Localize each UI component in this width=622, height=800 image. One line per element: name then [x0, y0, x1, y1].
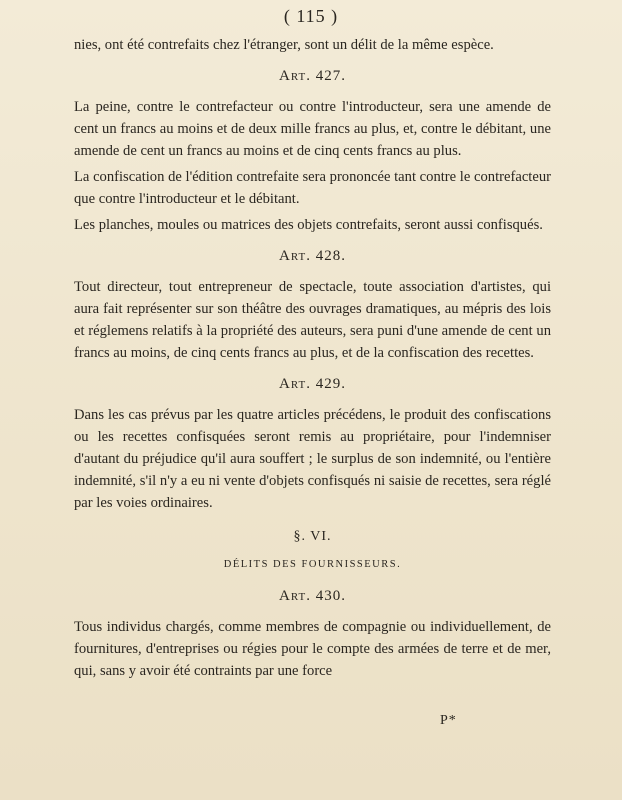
- body-text: [74, 34, 551, 682]
- article-427-paragraph-3: Les planches, moules ou matrices des objets contrefaits, seront aussi confisqués.: [74, 217, 543, 233]
- page-number: ( 115 ): [283, 6, 339, 26]
- article-427-paragraph-2: La confiscation de l'édition contrefaite sera prononcée tant contre le contrefacteur que contre l'introducteur et le débitant.: [74, 169, 551, 207]
- article-430-paragraph-1: Tous individus chargés, comme membres de compagnie ou individuellement, de fournitures, d'entreprises ou régies pour le compte des armées de terre et de mer, qui, sans y avoir été contraints par une force: [74, 619, 551, 679]
- article-430-heading: Art. 430.: [279, 588, 346, 604]
- article-428-heading: Art. 428.: [279, 248, 346, 264]
- article-429-paragraph-1: Dans les cas prévus par les quatre articles précédens, le produit des confiscations ou les recettes confisquées seront remis au propriétaire, pour l'indemniser d'autant du préjudice qu'il aura souffert ; le surplus de son indemnité, ou l'entière indemnité, s'il n'y a eu ni vente d'objets confisqués ni saisie de recettes, sera réglé par les voies ordinaires.: [74, 407, 551, 511]
- intro-paragraph: nies, ont été contrefaits chez l'étranger, sont un délit de la même espèce.: [74, 37, 494, 53]
- article-428-paragraph-1: Tout directeur, tout entrepreneur de spectacle, toute association d'artistes, qui aura fait représenter sur son théâtre des ouvrages dramatiques, au mépris des lois et réglemens relatifs à la propriété des auteurs, sera puni d'une amende de cent un francs au moins, de cinq cents francs au plus, et de la confiscation des recettes.: [74, 279, 551, 361]
- article-429-heading: Art. 429.: [279, 376, 346, 392]
- section-number: §. VI.: [293, 529, 332, 544]
- article-427-paragraph-1: La peine, contre le contrefacteur ou contre l'introducteur, sera une amende de cent un francs au moins et de deux mille francs au plus, et, contre le débitant, une amende de cent un francs au moins et de cinq cents francs au plus.: [74, 99, 551, 159]
- article-427-heading: Art. 427.: [279, 68, 346, 84]
- section-title: DÉLITS DES FOURNISSEURS.: [223, 559, 402, 570]
- signature-mark: P*: [440, 713, 457, 728]
